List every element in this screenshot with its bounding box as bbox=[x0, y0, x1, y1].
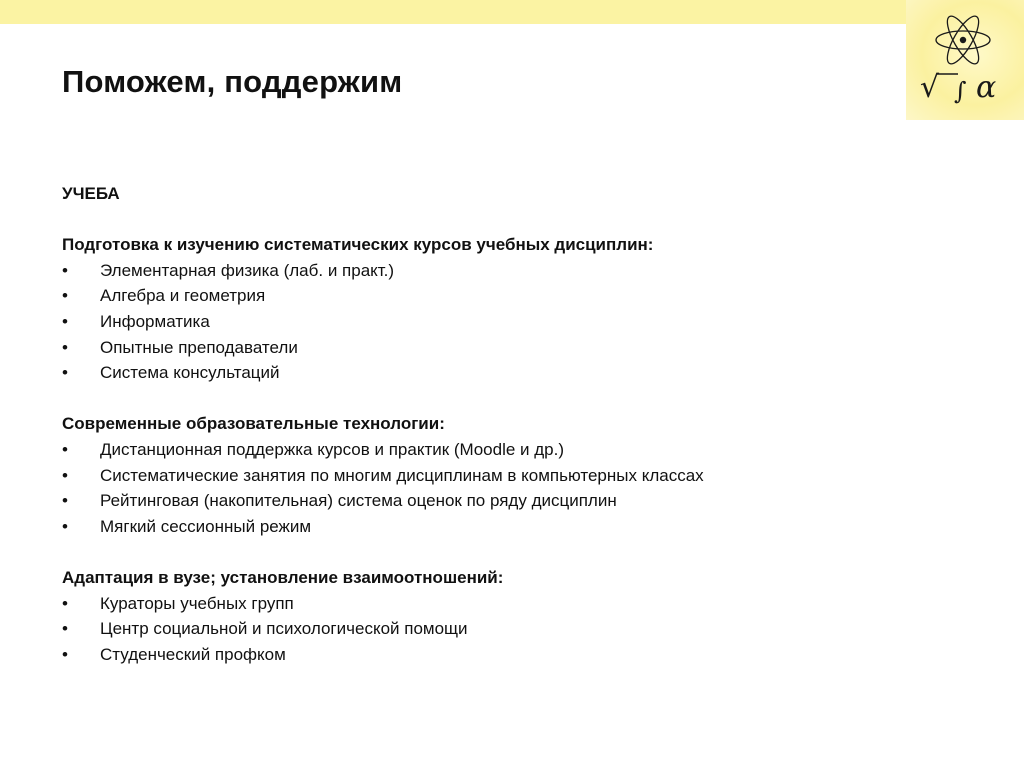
list-item-text: Систематические занятия по многим дисциплинам в компьютерных классах bbox=[100, 465, 704, 485]
list-item-text: Элементарная физика (лаб. и практ.) bbox=[100, 260, 395, 280]
list-item-text: Алгебра и геометрия bbox=[100, 286, 266, 306]
group-heading: Адаптация в вузе; установление взаимоотношений: bbox=[62, 567, 504, 587]
logo-sqrt-glyph: √ bbox=[920, 70, 940, 105]
list-item bbox=[62, 335, 882, 361]
list-item bbox=[62, 437, 882, 463]
list-item bbox=[62, 258, 882, 284]
bullet-icon: • bbox=[62, 593, 68, 613]
bullet-icon: • bbox=[62, 286, 68, 306]
slide-content bbox=[62, 181, 882, 667]
list-item-text: Студенческий профком bbox=[100, 644, 286, 664]
list-item-text: Информатика bbox=[100, 311, 210, 331]
bullet-icon: • bbox=[62, 644, 68, 664]
section-label: УЧЕБА bbox=[62, 184, 120, 203]
bullet-icon: • bbox=[62, 439, 68, 459]
bullet-icon: • bbox=[62, 363, 68, 383]
list-item bbox=[62, 514, 882, 540]
top-accent-band bbox=[0, 0, 1024, 24]
list-item bbox=[62, 283, 882, 309]
logo-alpha-glyph: α bbox=[976, 70, 997, 105]
bullet-icon: • bbox=[62, 619, 68, 639]
list-item-text: Система консультаций bbox=[100, 363, 280, 383]
list-item bbox=[62, 360, 882, 386]
list-item-text: Мягкий сессионный режим bbox=[100, 516, 312, 536]
bullet-icon: • bbox=[62, 516, 68, 536]
page-title: Поможем, поддержим bbox=[62, 64, 403, 99]
list-item bbox=[62, 309, 882, 335]
bullet-icon: • bbox=[62, 337, 68, 357]
spacer bbox=[62, 539, 882, 565]
logo bbox=[906, 0, 1024, 120]
spacer bbox=[62, 386, 882, 412]
group-heading: Подготовка к изучению систематических курсов учебных дисциплин: bbox=[62, 235, 654, 255]
list-item-text: Рейтинговая (накопительная) система оценок по ряду дисциплин bbox=[100, 491, 617, 511]
list-item bbox=[62, 488, 882, 514]
bullet-icon: • bbox=[62, 491, 68, 511]
group-heading: Современные образовательные технологии: bbox=[62, 414, 445, 434]
list-item bbox=[62, 463, 882, 489]
atom-sqrt-alpha-icon bbox=[906, 0, 1024, 120]
list-item bbox=[62, 591, 882, 617]
list-item bbox=[62, 642, 882, 668]
bullet-icon: • bbox=[62, 311, 68, 331]
list-item-text: Дистанционная поддержка курсов и практик (Moodle и др.) bbox=[100, 439, 565, 459]
logo-integral-glyph: ∫ bbox=[954, 77, 967, 105]
bullet-icon: • bbox=[62, 465, 68, 485]
bullet-icon: • bbox=[62, 260, 68, 280]
spacer bbox=[62, 207, 882, 233]
list-item-text: Кураторы учебных групп bbox=[100, 593, 294, 613]
list-item-text: Опытные преподаватели bbox=[100, 337, 298, 357]
list-item bbox=[62, 616, 882, 642]
list-item-text: Центр социальной и психологической помощи bbox=[100, 619, 468, 639]
